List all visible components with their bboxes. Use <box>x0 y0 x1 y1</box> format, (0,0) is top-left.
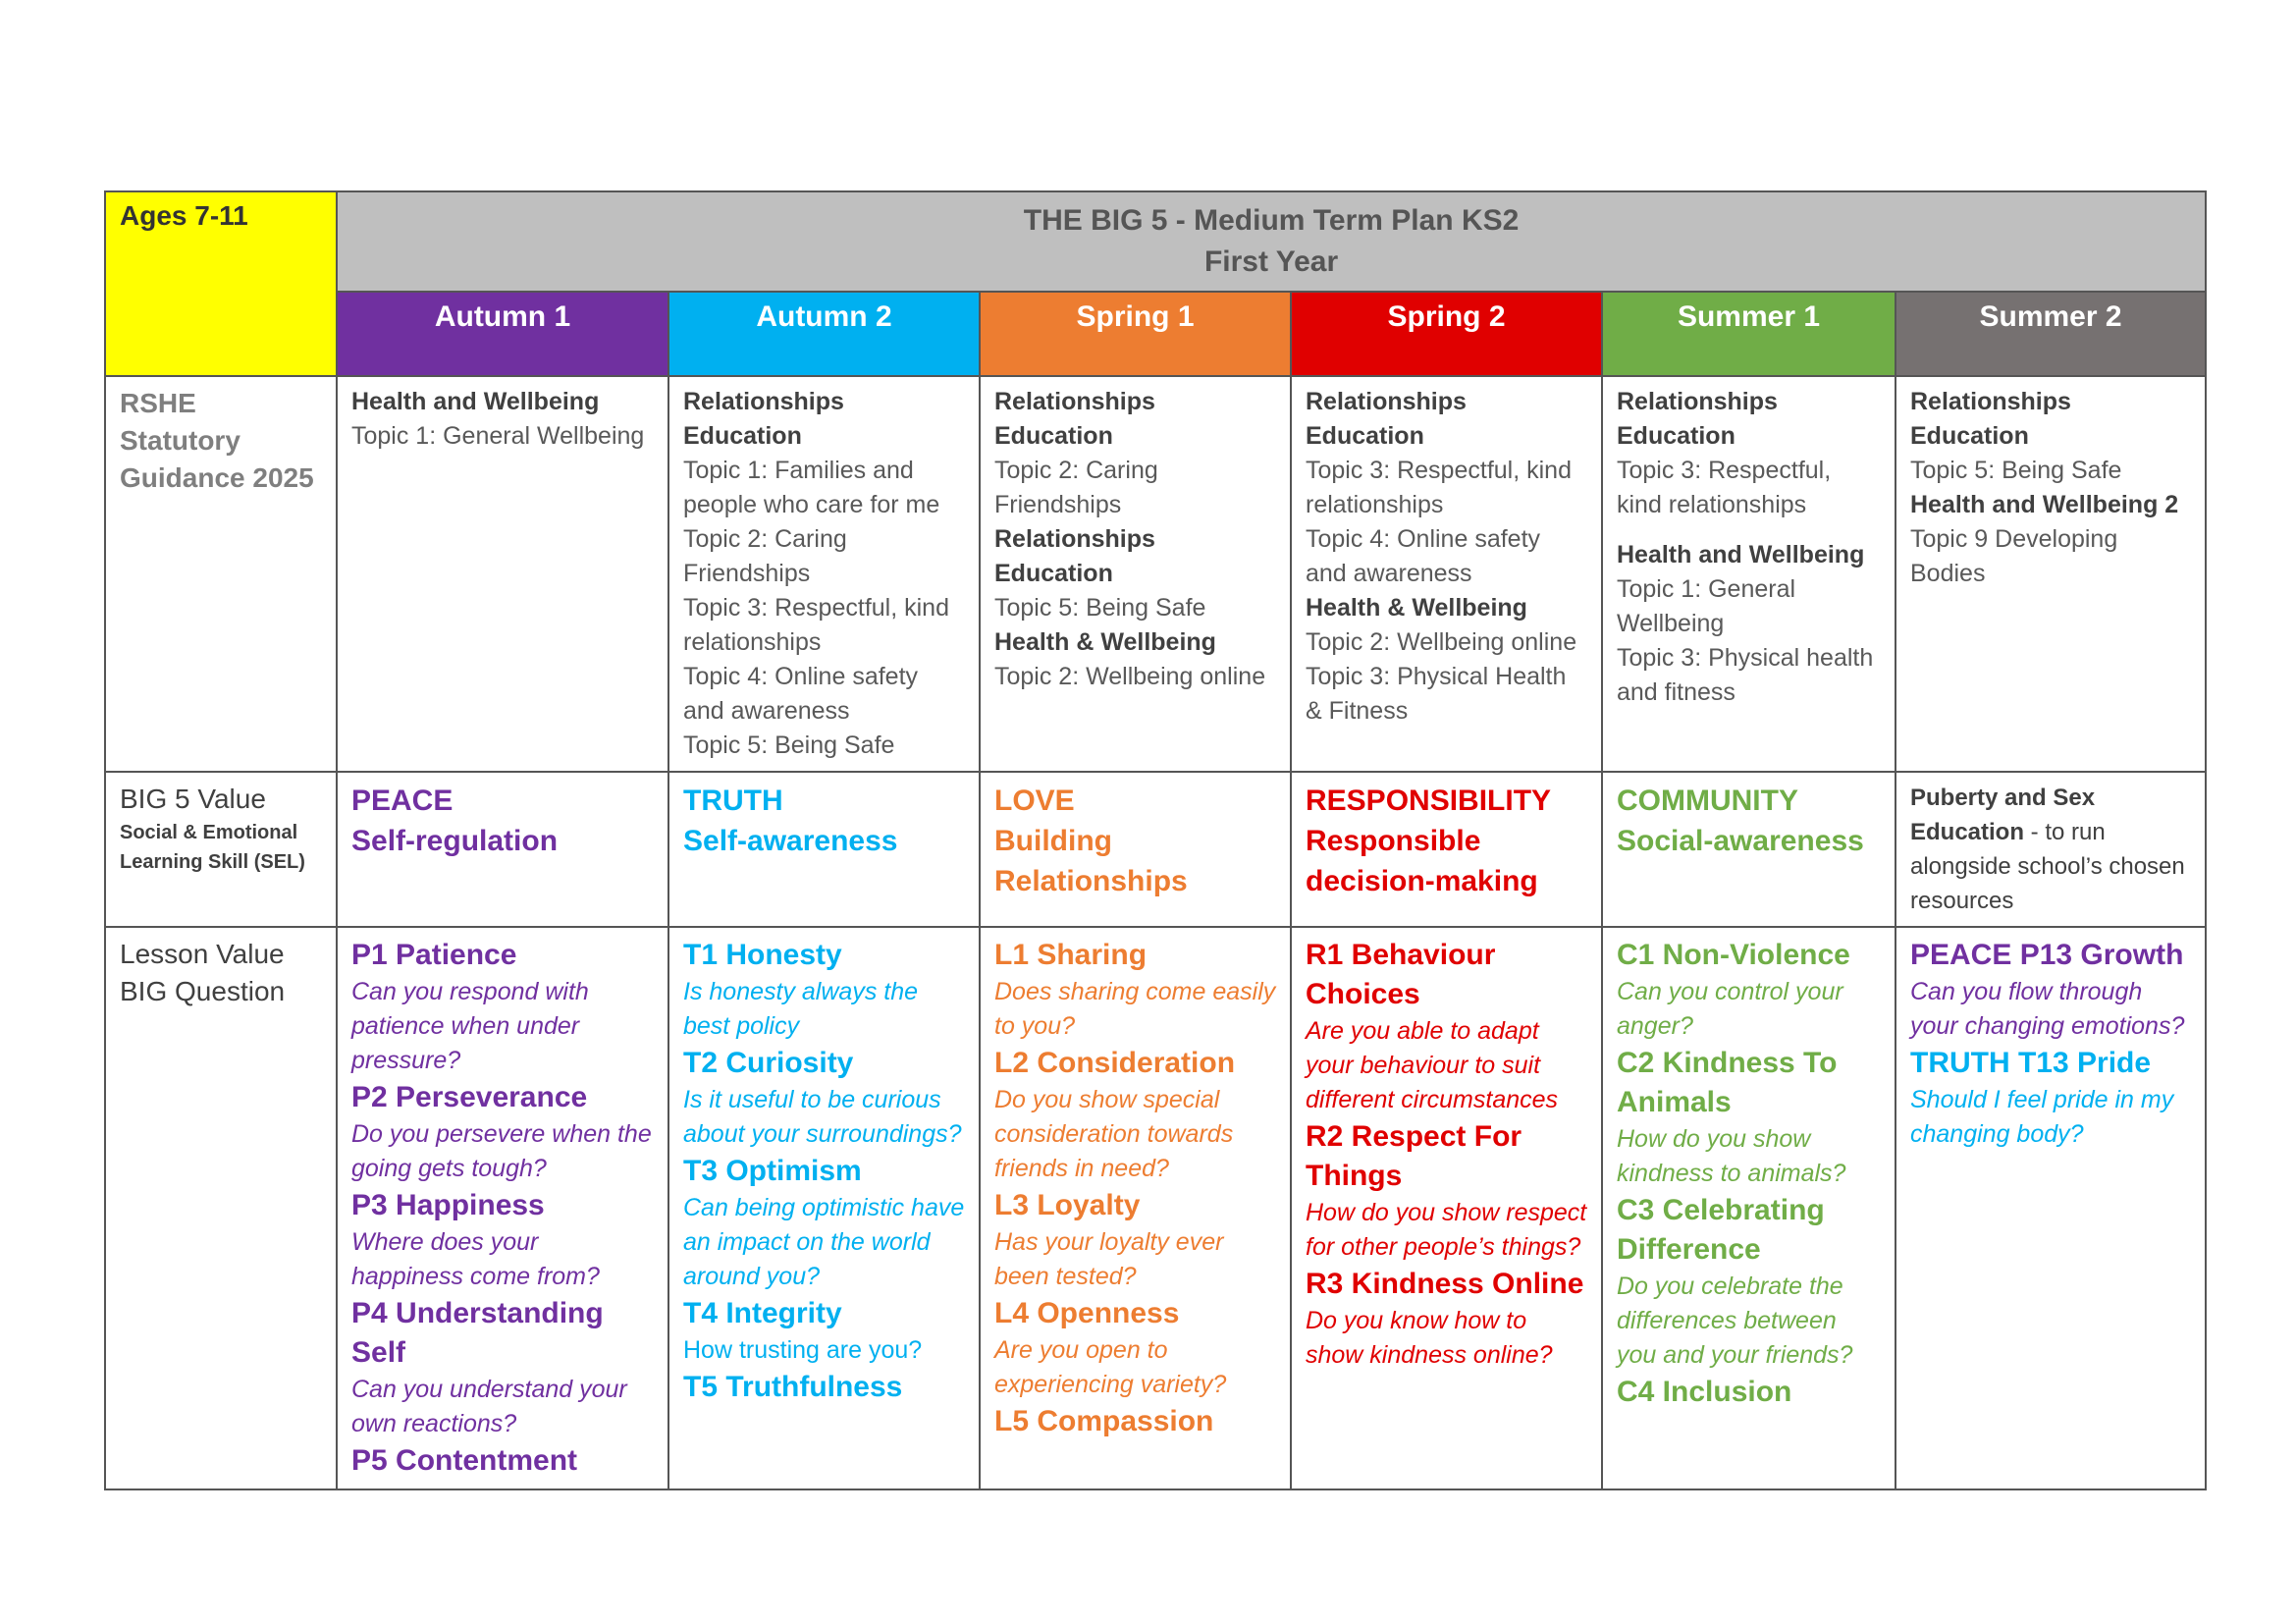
big-question: Where does your happiness come from? <box>351 1228 600 1290</box>
big-question: Does sharing come easily to you? <box>994 978 1276 1040</box>
guidance-heading: Relationships Education <box>1306 388 1467 450</box>
guidance-heading: Health and Wellbeing 2 <box>1910 491 2179 518</box>
lesson-value: R2 Respect For Things <box>1306 1120 1522 1192</box>
guidance-row-label <box>105 376 337 772</box>
guidance-topic: Topic 5: Being Safe <box>994 594 1206 622</box>
value-row-label <box>105 772 337 927</box>
big-question: Can you respond with patience when under pressure? <box>351 978 589 1074</box>
term-summer-2: Summer 2 <box>1896 292 2206 376</box>
lesson-label-line1: Lesson Value <box>120 939 285 969</box>
lesson-value: T4 Integrity <box>683 1297 842 1329</box>
lesson-value: P1 Patience <box>351 939 517 971</box>
term-spring-2: Spring 2 <box>1291 292 1602 376</box>
guidance-topic: Topic 1: General Wellbeing <box>351 422 645 450</box>
sel-skill: Self-awareness <box>683 825 898 857</box>
sel-skill: Responsible decision-making <box>1306 825 1538 897</box>
guidance-topic: Topic 3: Respectful, kind relationships <box>1306 457 1572 518</box>
guidance-heading: Relationships Education <box>994 388 1155 450</box>
big-question: How do you show kindness to animals? <box>1617 1125 1846 1187</box>
lesson-value: P2 Perseverance <box>351 1081 588 1113</box>
lesson-value: L1 Sharing <box>994 939 1148 971</box>
guidance-label-line2: Guidance 2025 <box>120 462 314 493</box>
guidance-heading: Relationships Education <box>683 388 844 450</box>
lesson-value: C2 Kindness To Animals <box>1617 1047 1838 1118</box>
lesson-value: T2 Curiosity <box>683 1047 854 1079</box>
guidance-topic: Topic 4: Online safety and awareness <box>683 663 919 725</box>
guidance-topic: Topic 2: Wellbeing online <box>1306 628 1577 656</box>
title-row <box>105 191 2206 292</box>
big-question: Should I feel pride in my changing body? <box>1910 1086 2174 1148</box>
big-question: Do you know how to show kindness online? <box>1306 1307 1553 1369</box>
lesson-value: TRUTH T13 Pride <box>1910 1047 2152 1079</box>
big5-value: PEACE <box>351 785 454 817</box>
plan-page <box>104 190 2207 1490</box>
lessons-autumn-1 <box>337 927 668 1489</box>
big-question: Can you control your anger? <box>1617 978 1843 1040</box>
big-question: Is honesty always the best policy <box>683 978 919 1040</box>
big-question: Are you open to experiencing variety? <box>994 1336 1227 1398</box>
value-label: BIG 5 Value <box>120 784 266 814</box>
guidance-topic: Topic 3: Physical health and fitness <box>1617 644 1874 706</box>
lesson-value: P4 Understanding Self <box>351 1297 604 1369</box>
guidance-topic: Topic 3: Physical Health & Fitness <box>1306 663 1567 725</box>
big-question: How do you show respect for other people’s things? <box>1306 1199 1587 1261</box>
sel-skill: Building Relationships <box>994 825 1188 897</box>
sel-skill: Social-awareness <box>1617 825 1864 857</box>
lessons-spring-2 <box>1291 927 1602 1489</box>
guidance-topic: Topic 2: Caring Friendships <box>994 457 1158 518</box>
lesson-value: P5 Contentment <box>351 1444 578 1477</box>
term-autumn-2: Autumn 2 <box>668 292 980 376</box>
plan-title-line1: THE BIG 5 - Medium Term Plan KS2 <box>1023 204 1520 237</box>
value-spring-2 <box>1291 772 1602 927</box>
term-header-row <box>105 292 2206 376</box>
guidance-summer-2 <box>1896 376 2206 772</box>
lesson-value: T3 Optimism <box>683 1155 862 1187</box>
lesson-value: R3 Kindness Online <box>1306 1268 1584 1300</box>
big5-value: LOVE <box>994 785 1075 817</box>
big-question: Can you understand your own reactions? <box>351 1376 627 1437</box>
lessons-autumn-2 <box>668 927 980 1489</box>
value-autumn-1 <box>337 772 668 927</box>
guidance-spring-2 <box>1291 376 1602 772</box>
term-spring-1: Spring 1 <box>980 292 1291 376</box>
guidance-autumn-2 <box>668 376 980 772</box>
guidance-heading: Relationships Education <box>1910 388 2071 450</box>
guidance-label-line1: RSHE Statutory <box>120 388 240 456</box>
lesson-value: T5 Truthfulness <box>683 1371 903 1403</box>
big-question: Do you show special consideration towards friends in need? <box>994 1086 1234 1182</box>
guidance-topic: Topic 2: Wellbeing online <box>994 663 1266 690</box>
pse-note: - to run alongside school’s chosen resources <box>1910 819 2185 914</box>
guidance-topic: Topic 5: Being Safe <box>683 731 895 759</box>
big-question: How trusting are you? <box>683 1336 923 1364</box>
big5-value: COMMUNITY <box>1617 785 1798 817</box>
plan-title <box>337 191 2206 292</box>
sel-skill: Self-regulation <box>351 825 559 857</box>
guidance-topic: Topic 4: Online safety and awareness <box>1306 525 1541 587</box>
big-question: Has your loyalty ever been tested? <box>994 1228 1224 1290</box>
big5-value: RESPONSIBILITY <box>1306 785 1552 817</box>
value-summer-2 <box>1896 772 2206 927</box>
guidance-heading: Relationships Education <box>1617 388 1778 450</box>
guidance-heading: Health and Wellbeing <box>351 388 600 415</box>
lessons-summer-2 <box>1896 927 2206 1489</box>
guidance-topic: Topic 3: Respectful, kind relationships <box>1617 457 1832 518</box>
big5-value: TRUTH <box>683 785 783 817</box>
big-question: Do you celebrate the differences between you and your friends? <box>1617 1272 1853 1369</box>
plan-title-line2: First Year <box>1203 245 1339 278</box>
big-question: Can being optimistic have an impact on the world around you? <box>683 1194 965 1290</box>
guidance-topic: Topic 2: Caring Friendships <box>683 525 847 587</box>
big-question: Is it useful to be curious about your surroundings? <box>683 1086 962 1148</box>
lesson-label-line2: BIG Question <box>120 976 286 1006</box>
lesson-value: C1 Non-Violence <box>1617 939 1850 971</box>
lesson-value: L5 Compassion <box>994 1405 1214 1437</box>
lesson-row <box>105 927 2206 1489</box>
lesson-row-label <box>105 927 337 1489</box>
term-autumn-1: Autumn 1 <box>337 292 668 376</box>
big-question: Can you flow through your changing emotions? <box>1910 978 2185 1040</box>
guidance-topic: Topic 9 Developing Bodies <box>1910 525 2118 587</box>
guidance-heading: Health & Wellbeing <box>994 628 1216 656</box>
ages-cell: Ages 7-11 <box>105 191 337 376</box>
lesson-value: L3 Loyalty <box>994 1189 1141 1221</box>
value-summer-1 <box>1602 772 1896 927</box>
guidance-row <box>105 376 2206 772</box>
sel-sublabel-line2: Learning Skill (SEL) <box>120 851 305 873</box>
medium-term-plan-table <box>104 190 2207 1490</box>
guidance-heading: Relationships Education <box>994 525 1155 587</box>
lessons-summer-1 <box>1602 927 1896 1489</box>
value-autumn-2 <box>668 772 980 927</box>
lesson-value: R1 Behaviour Choices <box>1306 939 1496 1010</box>
term-summer-1: Summer 1 <box>1602 292 1896 376</box>
lessons-spring-1 <box>980 927 1291 1489</box>
big-question: Do you persevere when the going gets tough? <box>351 1120 652 1182</box>
guidance-topic: Topic 5: Being Safe <box>1910 457 2122 484</box>
lesson-value: C4 Inclusion <box>1617 1376 1792 1408</box>
guidance-heading: Health & Wellbeing <box>1306 594 1527 622</box>
lesson-value: PEACE P13 Growth <box>1910 939 2184 971</box>
lesson-value: C3 Celebrating Difference <box>1617 1194 1825 1266</box>
guidance-autumn-1 <box>337 376 668 772</box>
lesson-value: L2 Consideration <box>994 1047 1236 1079</box>
pse-title: Puberty and Sex Education <box>1910 785 2096 845</box>
guidance-spring-1 <box>980 376 1291 772</box>
value-row <box>105 772 2206 927</box>
guidance-topic: Topic 1: Families and people who care for me <box>683 457 940 518</box>
value-spring-1 <box>980 772 1291 927</box>
guidance-summer-1 <box>1602 376 1896 772</box>
lesson-value: T1 Honesty <box>683 939 842 971</box>
lesson-value: P3 Happiness <box>351 1189 545 1221</box>
sel-sublabel-line1: Social & Emotional <box>120 822 298 843</box>
guidance-topic: Topic 1: General Wellbeing <box>1617 575 1796 637</box>
big-question: Are you able to adapt your behaviour to suit different circumstances <box>1306 1017 1559 1113</box>
guidance-topic: Topic 3: Respectful, kind relationships <box>683 594 949 656</box>
guidance-heading: Health and Wellbeing <box>1617 541 1865 568</box>
lesson-value: L4 Openness <box>994 1297 1180 1329</box>
